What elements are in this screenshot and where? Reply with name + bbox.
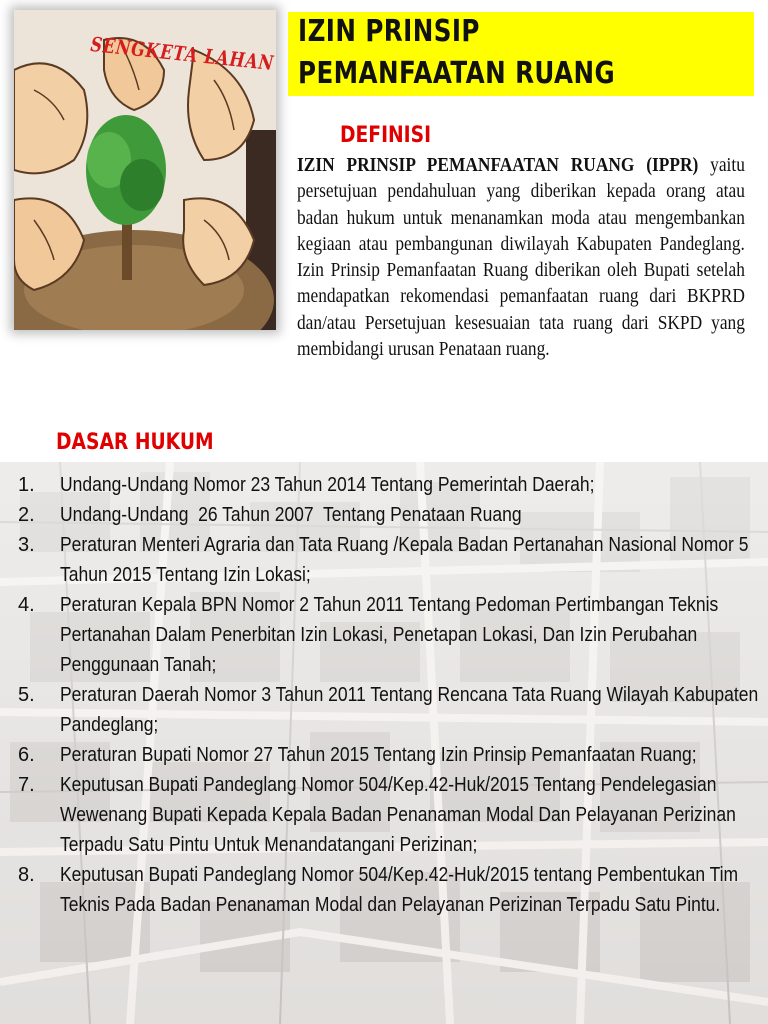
list-item: [0, 500, 768, 530]
list-item-text: Undang-Undang Nomor 23 Tahun 2014 Tentang Pemerintah Daerah;: [60, 474, 595, 496]
list-item: [0, 740, 768, 770]
list-item-number: 7.: [18, 774, 35, 796]
list-item: [0, 590, 768, 680]
dasar-hukum-heading: DASAR HUKUM: [56, 430, 214, 455]
list-item-text: Peraturan Daerah Nomor 3 Tahun 2011 Tentang Rencana Tata Ruang Wilayah Kabupaten Pandeglang;: [60, 684, 759, 736]
list-item-text: Peraturan Kepala BPN Nomor 2 Tahun 2011 Tentang Pedoman Pertimbangan Teknis Pertanahan Dalam Penerbitan Izin Lokasi, Penetapan Lokasi, Dan Izin Perubahan Penggunaan Tanah;: [60, 594, 719, 676]
list-item-number: 2.: [18, 504, 35, 526]
list-item-text: Peraturan Menteri Agraria dan Tata Ruang /Kepala Badan Pertanahan Nasional Nomor 5 Tahun 2015 Tentang Izin Lokasi;: [60, 534, 749, 586]
list-item-number: 1.: [18, 474, 35, 496]
title-banner: [288, 12, 754, 96]
legal-basis-list: [0, 470, 768, 920]
page-title-line-1: IZIN PRINSIP: [298, 14, 480, 49]
list-item-number: 8.: [18, 864, 35, 886]
page-title-line-2: PEMANFAATAN RUANG: [298, 56, 616, 91]
list-item-text: Keputusan Bupati Pandeglang Nomor 504/Kep.42-Huk/2015 tentang Pembentukan Tim Teknis Pada Badan Penanaman Modal dan Pelayanan Perizinan Terpadu Satu Pintu.: [60, 864, 739, 916]
illustration-banner-text: SENGKETA LAHAN: [89, 32, 276, 76]
list-item-number: 4.: [18, 594, 35, 616]
list-item-text: Undang-Undang 26 Tahun 2007 Tentang Penataan Ruang: [60, 504, 522, 526]
definition-body: yaitu persetujuan pendahuluan yang diberikan kepada orang atau badan hukum untuk menanamkan moda atau mengembankan kegiaan atau pembangunan diwilayah Kabupaten Pandeglang. Izin Prinsip Pemanfaatan Ruang diberikan oleh Bupati setelah mendapatkan rekomendasi pemanfaatan ruang dari BKPRD dan/atau Persetujuan kesesuaian tata ruang dari SKPD yang membidangi urusan Penataan ruang.: [297, 154, 745, 361]
list-item-number: 6.: [18, 744, 35, 766]
list-item-number: 3.: [18, 534, 35, 556]
definition-term: IZIN PRINSIP PEMANFAATAN RUANG (IPPR): [297, 154, 699, 176]
definition-paragraph: [297, 152, 745, 362]
land-dispute-illustration: [14, 10, 276, 330]
list-item: [0, 770, 768, 860]
list-item: [0, 470, 768, 500]
list-item-text: Keputusan Bupati Pandeglang Nomor 504/Kep.42-Huk/2015 Tentang Pendelegasian Wewenang Bupati Kepada Kepala Badan Penanaman Modal Dan Pelayanan Perizinan Terpadu Satu Pintu Untuk Menandatangani Perizinan;: [60, 774, 736, 856]
list-item: [0, 860, 768, 920]
list-item: [0, 680, 768, 740]
list-item-text: Peraturan Bupati Nomor 27 Tahun 2015 Tentang Izin Prinsip Pemanfaatan Ruang;: [60, 744, 697, 766]
definisi-heading: DEFINISI: [340, 123, 432, 148]
list-item: [0, 530, 768, 590]
list-item-number: 5.: [18, 684, 35, 706]
